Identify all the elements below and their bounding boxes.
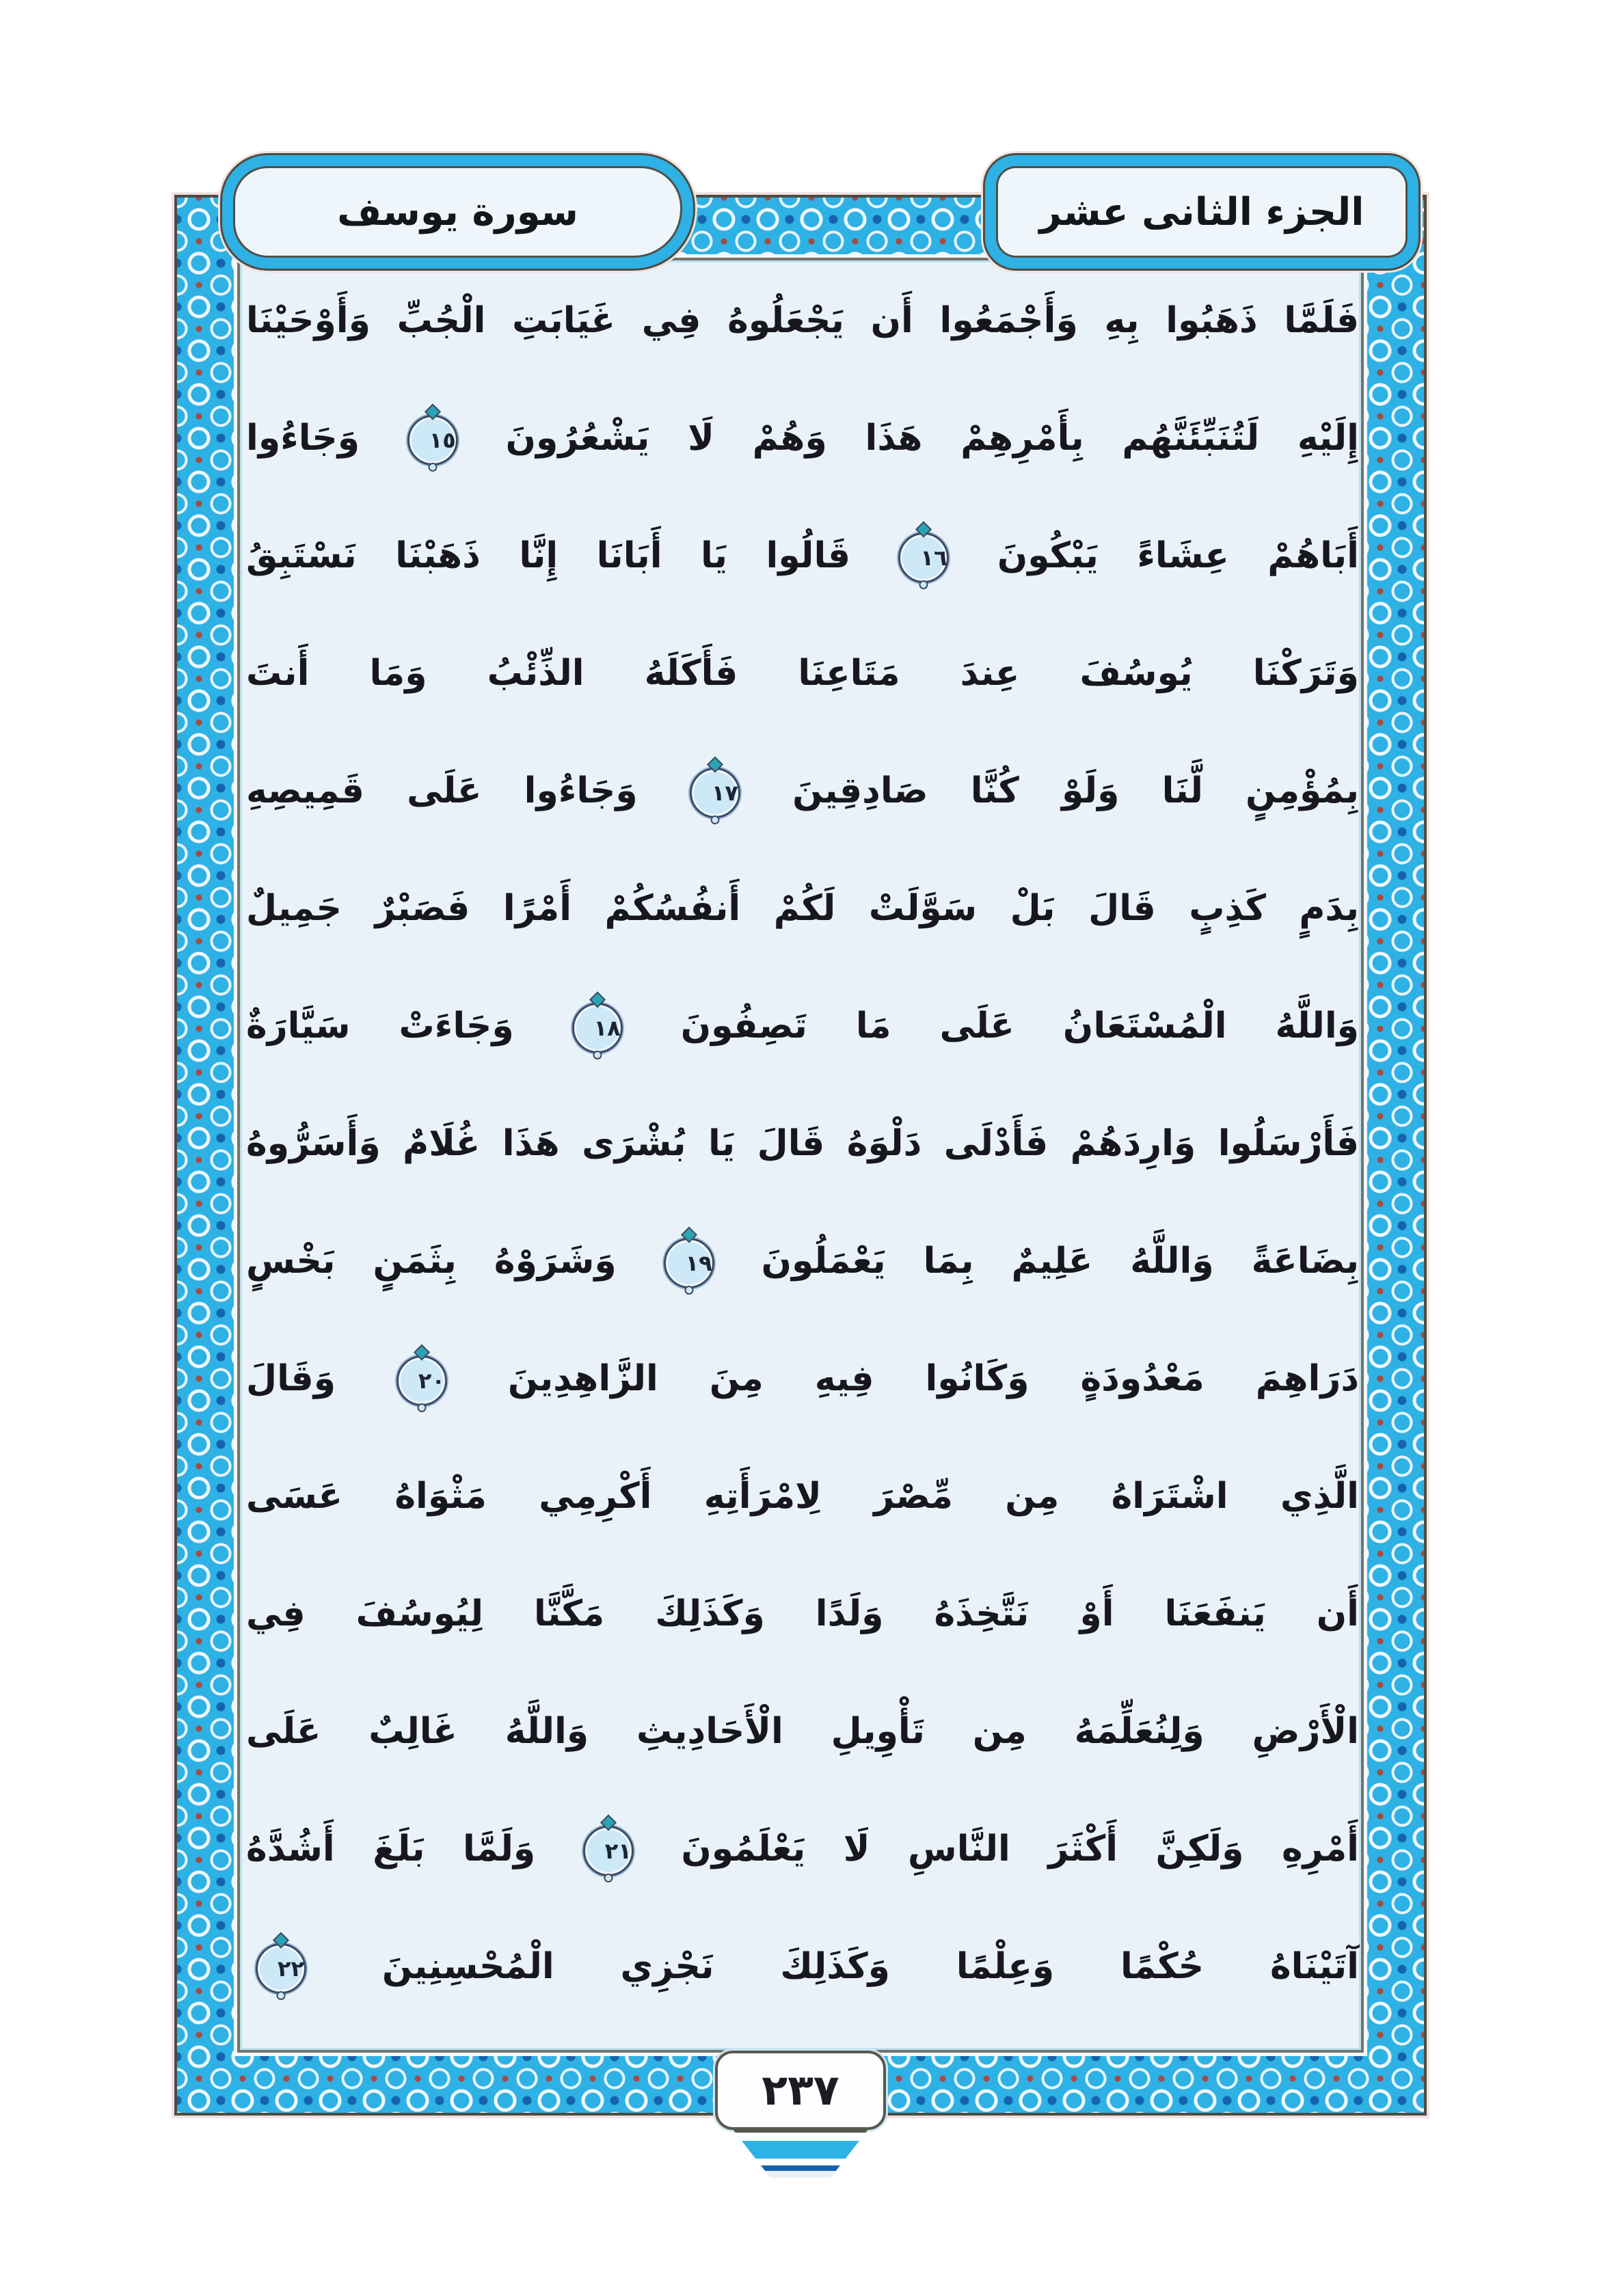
verse-number: ١٦ bbox=[920, 545, 947, 571]
quran-text-segment: أَن يَنفَعَنَا أَوْ نَتَّخِذَهُ وَلَدًا وَكَذَلِكَ مَكَّنَّا لِيُوسُفَ فِي bbox=[246, 1593, 1359, 1634]
quran-line bbox=[246, 1320, 1359, 1437]
verse-marker bbox=[664, 1238, 714, 1288]
quran-line bbox=[246, 1085, 1359, 1202]
quran-text-segment: آتَيْنَاهُ حُكْمًا وَعِلْمًا وَكَذَلِكَ نَجْزِي الْمُحْسِنِينَ bbox=[381, 1946, 1359, 1987]
quran-line bbox=[246, 967, 1359, 1085]
quran-text-segment: بِمُؤْمِنٍ لَّنَا وَلَوْ كُنَّا صَادِقِينَ bbox=[792, 770, 1360, 811]
quran-line bbox=[246, 1202, 1359, 1320]
quran-text-segment: وَجَاءُوا bbox=[246, 418, 360, 459]
quran-text-segment: وَجَاءَتْ سَيَّارَةٌ bbox=[246, 1005, 514, 1046]
quran-text-segment: فَلَمَّا ذَهَبُوا بِهِ وَأَجْمَعُوا أَن يَجْعَلُوهُ فِي غَيَابَتِ الْجُبِّ وَأَوْحَيْنَا bbox=[246, 300, 1359, 341]
quran-text-segment: بِدَمٍ كَذِبٍ قَالَ بَلْ سَوَّلَتْ لَكُمْ أَنفُسُكُمْ أَمْرًا فَصَبْرٌ جَمِيلٌ bbox=[246, 888, 1359, 929]
verse-marker bbox=[407, 415, 458, 465]
verse-number: ٢١ bbox=[604, 1838, 632, 1864]
quran-line bbox=[246, 1673, 1359, 1790]
quran-line bbox=[246, 379, 1359, 497]
quran-line bbox=[246, 732, 1359, 850]
quran-text-segment: الْأَرْضِ وَلِنُعَلِّمَهُ مِن تَأْوِيلِ الْأَحَادِيثِ وَاللَّهُ غَالِبٌ عَلَى bbox=[246, 1711, 1359, 1752]
verse-number: ١٨ bbox=[593, 1015, 621, 1041]
surah-title-cartouche bbox=[220, 153, 695, 271]
verse-marker bbox=[396, 1355, 447, 1406]
surah-title: سورة يوسف bbox=[337, 189, 578, 234]
quran-text-segment: وَاللَّهُ الْمُسْتَعَانُ عَلَى مَا تَصِفُونَ bbox=[680, 1005, 1359, 1046]
quran-text-area bbox=[246, 262, 1359, 2034]
quran-line bbox=[246, 614, 1359, 732]
quran-line bbox=[246, 1555, 1359, 1673]
verse-number: ١٥ bbox=[429, 427, 456, 453]
quran-text-segment: دَرَاهِمَ مَعْدُودَةٍ وَكَانُوا فِيهِ مِنَ الزَّاهِدِينَ bbox=[507, 1358, 1359, 1399]
verse-marker bbox=[690, 768, 740, 818]
quran-text-segment: أَبَاهُمْ عِشَاءً يَبْكُونَ bbox=[997, 535, 1359, 576]
verse-marker bbox=[572, 1003, 623, 1053]
page-number-tab-ornament bbox=[732, 2129, 869, 2178]
verse-number: ١٧ bbox=[711, 780, 738, 806]
verse-marker bbox=[256, 1943, 306, 1994]
quran-text-segment: وَقَالَ bbox=[246, 1358, 336, 1399]
verse-marker bbox=[583, 1826, 634, 1876]
verse-marker bbox=[898, 532, 949, 583]
quran-line bbox=[246, 1437, 1359, 1555]
quran-text-segment: فَأَرْسَلُوا وَارِدَهُمْ فَأَدْلَى دَلْوَهُ قَالَ يَا بُشْرَى هَذَا غُلَامٌ وَأَسَرُّوهُ bbox=[246, 1123, 1359, 1164]
quran-text-segment: إِلَيْهِ لَتُنَبِّئَنَّهُم بِأَمْرِهِمْ هَذَا وَهُمْ لَا يَشْعُرُونَ bbox=[505, 418, 1359, 459]
quran-line bbox=[246, 1790, 1359, 1908]
juz-title-cartouche bbox=[983, 153, 1421, 271]
quran-text-segment: وَشَرَوْهُ بِثَمَنٍ بَخْسٍ bbox=[246, 1241, 617, 1282]
quran-text-segment: وَتَرَكْنَا يُوسُفَ عِندَ مَتَاعِنَا فَأَكَلَهُ الذِّئْبُ وَمَا أَنتَ bbox=[246, 653, 1359, 694]
quran-text-segment: الَّذِي اشْتَرَاهُ مِن مِّصْرَ لِامْرَأَتِهِ أَكْرِمِي مَثْوَاهُ عَسَى bbox=[246, 1476, 1359, 1517]
quran-line bbox=[246, 850, 1359, 967]
quran-text-segment: قَالُوا يَا أَبَانَا إِنَّا ذَهَبْنَا نَسْتَبِقُ bbox=[246, 535, 851, 576]
quran-text-segment: وَلَمَّا بَلَغَ أَشُدَّهُ bbox=[246, 1828, 536, 1869]
quran-text-segment: أَمْرِهِ وَلَكِنَّ أَكْثَرَ النَّاسِ لَا يَعْلَمُونَ bbox=[681, 1828, 1360, 1869]
quran-line bbox=[246, 262, 1359, 379]
page-number: ٢٣٧ bbox=[715, 2051, 886, 2130]
quran-text-segment: وَجَاءُوا عَلَى قَمِيصِهِ bbox=[246, 770, 638, 811]
juz-title: الجزء الثانى عشر bbox=[1039, 189, 1364, 234]
page-number-tab bbox=[708, 2051, 893, 2182]
quran-line bbox=[246, 497, 1359, 614]
quran-text-segment: بِضَاعَةً وَاللَّهُ عَلِيمٌ بِمَا يَعْمَلُونَ bbox=[761, 1241, 1359, 1282]
verse-number: ٢٢ bbox=[277, 1956, 304, 1982]
verse-number: ١٩ bbox=[685, 1250, 712, 1276]
quran-line bbox=[246, 1908, 1359, 2025]
verse-number: ٢٠ bbox=[418, 1368, 445, 1394]
